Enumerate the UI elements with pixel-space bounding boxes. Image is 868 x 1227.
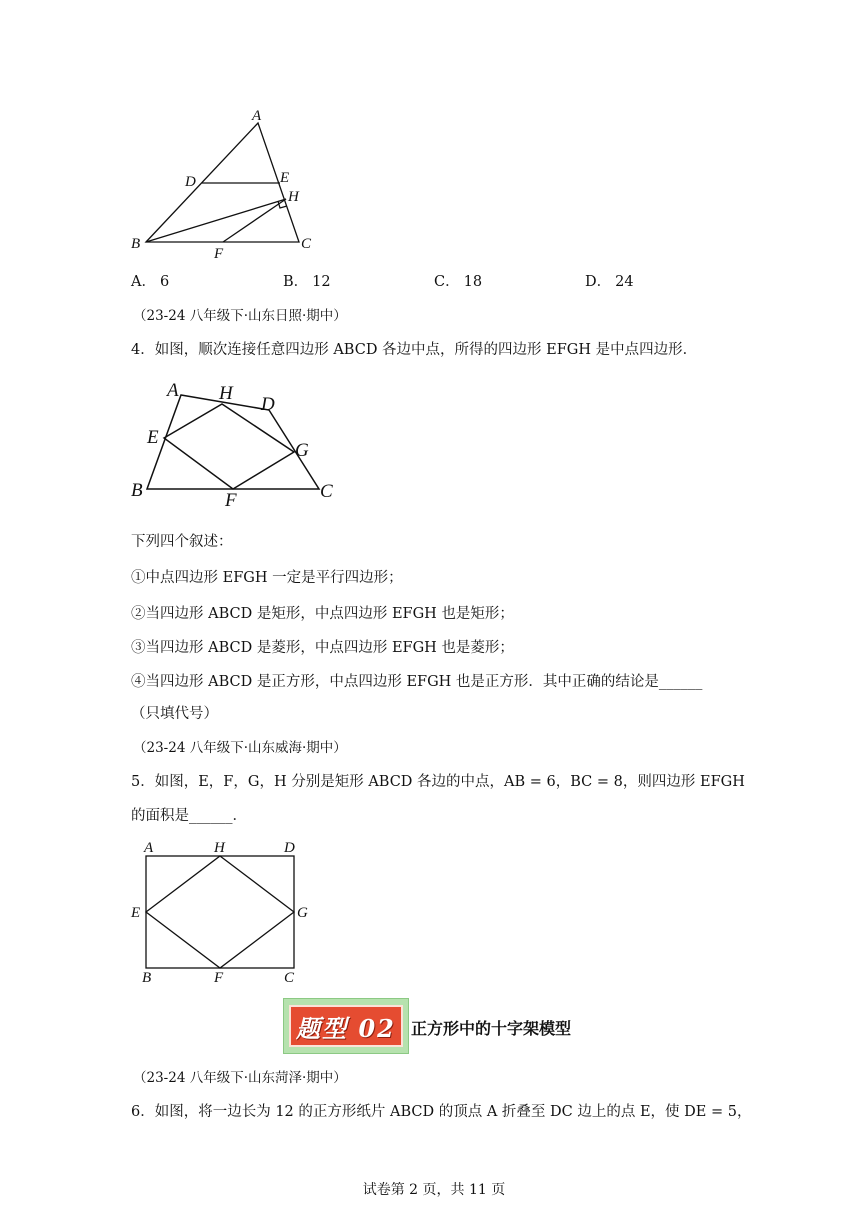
label-e: E [131, 905, 141, 921]
label-e: E [147, 427, 159, 448]
label-g: G [295, 440, 309, 461]
label-d: D [284, 840, 295, 856]
q4-statement-2: ②当四边形 ABCD 是矩形，中点四边形 EFGH 也是矩形； [131, 606, 514, 622]
q4-stem: 4．如图，顺次连接任意四边形 ABCD 各边中点，所得的四边形 EFGH 是中点四边形． [131, 342, 698, 358]
label-d: D [185, 174, 196, 190]
label-a: A [167, 380, 179, 401]
q4-statement-4: ④当四边形 ABCD 是正方形，中点四边形 EFGH 也是正方形．其中正确的结论是______ [131, 674, 703, 690]
rectangle-abcd [146, 856, 294, 968]
label-c: C [320, 481, 333, 502]
page-footer: 试卷第 2 页，共 11 页 [362, 1182, 506, 1198]
quadrilateral-abcd [147, 395, 319, 489]
rectangle-figure [125, 836, 325, 986]
label-f: F [214, 970, 224, 986]
label-f: F [214, 246, 224, 262]
label-f: F [225, 490, 237, 510]
label-b: B [131, 480, 143, 501]
label-h: H [214, 840, 225, 856]
option-d[interactable]: D． 24 [585, 274, 634, 290]
q5-stem-line1: 5．如图，E，F，G，H 分别是矩形 ABCD 各边的中点，AB = 6，BC = 8，则四边形 EFGH [131, 774, 745, 790]
q4-intro: 下列四个叙述： [131, 534, 233, 550]
label-b: B [131, 236, 141, 252]
q4-note: （只填代号） [131, 706, 218, 722]
label-h: H [219, 383, 233, 404]
label-c: C [284, 970, 295, 986]
section-title: 正方形中的十字架模型 [411, 1019, 572, 1038]
triangle-figure [125, 104, 335, 264]
q5-stem-line2: 的面积是______． [131, 808, 247, 824]
option-c[interactable]: C． 18 [434, 274, 483, 290]
segment-fh [223, 199, 286, 242]
label-a: A [252, 108, 262, 124]
q4-statement-3: ③当四边形 ABCD 是菱形，中点四边形 EFGH 也是菱形； [131, 640, 514, 656]
q6-source: （23-24 八年级下·山东菏泽·期中） [133, 1070, 347, 1086]
quadrilateral-figure [125, 375, 345, 510]
label-h: H [288, 189, 299, 205]
section-badge [283, 998, 409, 1054]
rhombus-efgh [146, 856, 294, 968]
label-c: C [301, 236, 312, 252]
label-a: A [144, 840, 154, 856]
option-b[interactable]: B． 12 [283, 274, 331, 290]
q4-statement-1: ①中点四边形 EFGH 一定是平行四边形； [131, 570, 403, 586]
q6-stem: 6．如图，将一边长为 12 的正方形纸片 ABCD 的顶点 A 折叠至 DC 边上的点 E，使 DE = 5， [131, 1104, 752, 1120]
q5-source: （23-24 八年级下·山东威海·期中） [133, 740, 347, 756]
label-e: E [280, 170, 290, 186]
label-g: G [297, 905, 308, 921]
quadrilateral-efgh [164, 404, 294, 489]
option-a[interactable]: A． 6 [131, 274, 170, 290]
q4-source: （23-24 八年级下·山东日照·期中） [133, 308, 347, 324]
label-d: D [261, 394, 275, 415]
section-badge-text: 题型 02 [296, 1013, 396, 1043]
label-b: B [142, 970, 152, 986]
